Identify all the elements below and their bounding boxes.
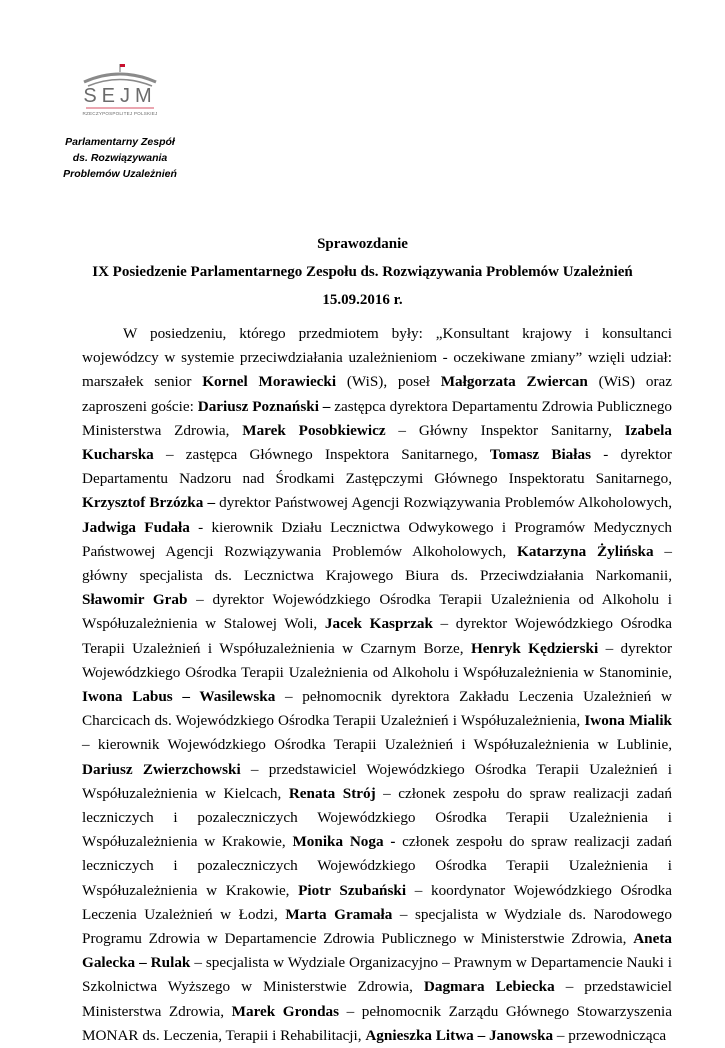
body-text-segment: (WiS), poseł [336, 373, 441, 391]
body-text-segment: – specjalista w Wydziale ds. Narodowego Programu Zdrowia w Departamencie Zdrowia Publicznego w Ministerstwie Zdrowia, [82, 905, 672, 948]
participant-name: Marek Posobkiewicz [242, 421, 386, 439]
participant-name: Jadwiga Fudała [82, 518, 190, 536]
participant-name: Tomasz Białas [489, 446, 592, 464]
participant-name: Piotr Szubański [298, 881, 407, 899]
participant-name: Krzysztof Brzózka – [82, 494, 216, 512]
committee-line-2: ds. Rozwiązywania [72, 152, 168, 164]
body-text-segment: – przewodnicząca [553, 1026, 667, 1044]
participant-name: Dariusz Poznański – [197, 397, 331, 415]
body-text-segment: – przedstawiciel Wojewódzkiego Ośrodka Terapii Uzależnień i Współuzależnienia w Kielcach, [82, 760, 672, 802]
body-text-segment: – dyrektor Wojewódzkiego Ośrodka Terapii Uzależnień i Współuzależnienia w Czarnym Borze, [82, 615, 673, 657]
participant-name: Henryk Kędzierski [470, 639, 599, 657]
committee-name [50, 134, 190, 182]
sejm-logo-text: SEJM [83, 85, 157, 107]
body-text-segment: – główny specjalista ds. Lecznictwa Krajowego Biura ds. Przeciwdziałania Narkomanii, [82, 542, 672, 585]
participant-name: Marek Grondas [231, 1002, 340, 1020]
participant-name: Renata Strój [288, 784, 376, 802]
sejm-logo [78, 64, 162, 124]
participant-name: Dagmara Lebiecka [423, 978, 555, 996]
body-text-segment: dyrektor Państwowej Agencji Rozwiązywania Problemów Alkoholowych, [215, 494, 672, 512]
body-text-segment: – pełnomocnik dyrektora Zakładu Leczenia Uzależnień w Charcicach ds. Wojewódzkiego Ośrodka Terapii Uzależnień i Współuzależnienia, [82, 688, 673, 730]
committee-line-3: Problemów Uzależnień [63, 168, 177, 180]
report-body [82, 322, 672, 1048]
body-text-segment: – przedstawiciel Ministerstwa Zdrowia, [82, 978, 672, 1020]
report-subtitle: IX Posiedzenie Parlamentarnego Zespołu ds. Rozwiązywania Problemów Uzależnień [92, 264, 633, 280]
report-date: 15.09.2016 r. [322, 292, 403, 308]
participant-name: Kornel Morawiecki [202, 373, 337, 391]
committee-line-1: Parlamentarny Zespół [65, 136, 175, 148]
body-text-segment: – pełnomocnik Zarządu Głównego Stowarzyszenia MONAR ds. Leczenia, Terapii i Rehabilitacji, [82, 1002, 673, 1044]
participant-name: Monika Noga - [292, 833, 396, 851]
participant-name: Agnieszka Litwa – Janowska [365, 1026, 554, 1044]
participant-name: Dariusz Zwierzchowski [82, 760, 241, 778]
body-text-segment: (WiS) oraz zaproszeni goście: [82, 373, 672, 415]
body-text-segment: - kierownik Działu Lecznictwa Odwykowego i Programów Medycznych Państwowej Agencji Rozwiązywania Problemów Alkoholowych, [82, 518, 672, 560]
participant-name: Katarzyna Żylińska [517, 542, 654, 560]
body-text-segment: – dyrektor Wojewódzkiego Ośrodka Terapii Uzależnienia od Alkoholu i Współuzależnienia w Stalowej Woli, [82, 591, 672, 633]
body-text-segment: członek zespołu do spraw realizacji zadań leczniczych i pozaleczniczych Wojewódzkiego Ośrodka Terapii Uzależnienia i Współuzależnienia w Krakowie, [82, 833, 672, 899]
body-text-segment: – zastępca Głównego Inspektora Sanitarnego, [153, 446, 490, 464]
body-text-segment: - dyrektor Departamentu Nadzoru nad Środkami Zastępczymi Głównego Inspektoratu Sanitarnego, [82, 446, 672, 488]
body-text-segment: W posiedzeniu, którego przedmiotem były: „Konsultant krajowy i konsultanci wojewódzcy w systemie przeciwdziałania uzależnieniom - oczekiwane zmiany” wzięli udział: marszałek senior [82, 325, 672, 391]
participant-name: Izabela Kucharska [82, 421, 672, 464]
participant-name: Sławomir Grab [82, 591, 188, 609]
body-text-segment: – członek zespołu do spraw realizacji zadań leczniczych i pozaleczniczych Wojewódzkiego Ośrodka Terapii Uzależnienia i Współuzależnienia w Krakowie, [82, 784, 672, 851]
body-text-segment: – specjalista w Wydziale Organizacyjno – Prawnym w Departamencie Nauki i Szkolnictwa Wyższego w Ministerstwie Zdrowia, [82, 954, 672, 996]
participant-name: Marta Gramała [285, 905, 393, 923]
participant-name: Małgorzata Zwiercan [440, 373, 588, 391]
body-text-segment: – koordynator Wojewódzkiego Ośrodka Leczenia Uzależnień w Łodzi, [82, 881, 672, 923]
report-title: Sprawozdanie [317, 236, 408, 252]
body-text-segment: zastępca dyrektora Departamentu Zdrowia Publicznego Ministerstwa Zdrowia, [82, 397, 673, 439]
body-text-segment: – kierownik Wojewódzkiego Ośrodka Terapii Uzależnień i Współuzależnienia w Lublinie, [82, 736, 672, 754]
body-text-segment: – Główny Inspektor Sanitarny, [385, 421, 625, 439]
participant-name: Aneta Galecka – Rulak [82, 930, 672, 972]
sejm-logo-subtitle: RZECZYPOSPOLITEJ POLSKIEJ [82, 111, 158, 116]
participant-name: Iwona Mialik [584, 712, 672, 730]
participant-name: Iwona Labus – Wasilewska [82, 688, 276, 706]
participant-name: Jacek Kasprzak [324, 615, 433, 633]
body-text-segment: – dyrektor Wojewódzkiego Ośrodka Terapii Uzależnienia od Alkoholu i Współuzależnienia w Stanominie, [82, 639, 673, 681]
body-paragraph [82, 322, 672, 1048]
